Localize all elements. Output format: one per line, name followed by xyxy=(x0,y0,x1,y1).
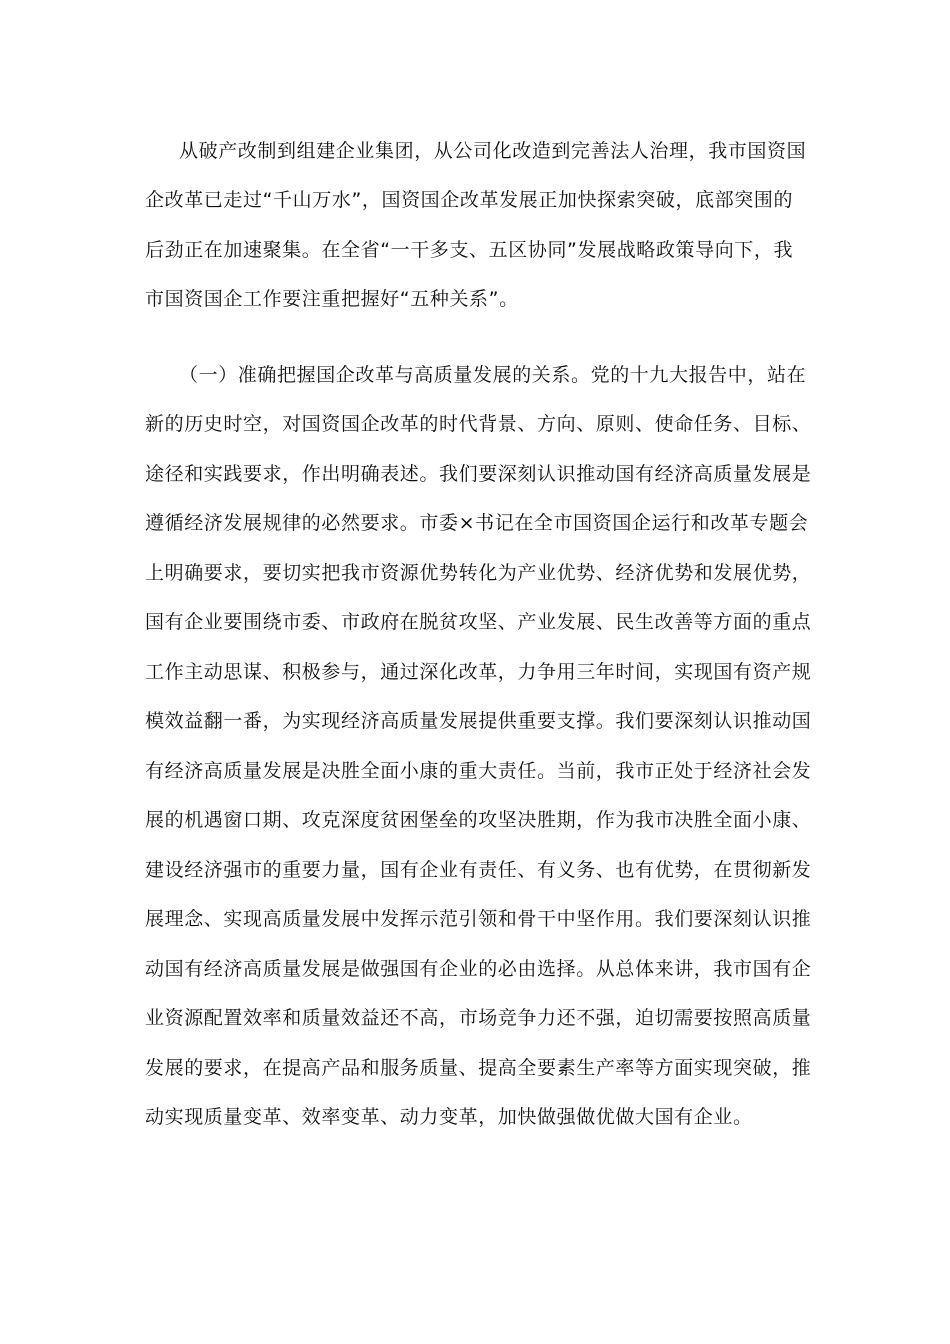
text-line: 后劲正在加速聚集。在全省“一干多支、五区协同”发展战略政策导向下，我 xyxy=(145,239,794,261)
text-line: 动国有经济高质量发展是做强国有企业的必由选择。从总体来讲，我市国有企 xyxy=(145,958,812,980)
text-line: 展理念、实现高质量发展中发挥示范引领和骨干中坚作用。我们要深刻认识推 xyxy=(145,908,812,930)
text-line: 企改革已走过“千山万水”，国资国企改革发展正加快探索突破，底部突围的 xyxy=(145,189,794,211)
text-line: 途径和实践要求，作出明确表述。我们要深刻认识推动国有经济高质量发展是 xyxy=(145,463,812,485)
text-line: 模效益翻一番，为实现经济高质量发展提供重要支撑。我们要深刻认识推动国 xyxy=(145,710,812,732)
text-line: 发展的要求，在提高产品和服务质量、提高全要素生产率等方面实现突破，推 xyxy=(145,1057,812,1079)
text-line: 展的机遇窗口期、攻克深度贫困堡垒的攻坚决胜期，作为我市决胜全面小康、 xyxy=(145,809,812,831)
text-line: 有经济高质量发展是决胜全面小康的重大责任。当前，我市正处于经济社会发 xyxy=(145,760,812,782)
text-line: 动实现质量变革、效率变革、动力变革，加快做强做优做大国有企业。 xyxy=(145,1106,753,1128)
text-line: 国有企业要围绕市委、市政府在脱贫攻坚、产业发展、民生改善等方面的重点 xyxy=(145,611,812,633)
text-line: （一）准确把握国企改革与高质量发展的关系。党的十九大报告中，站在 xyxy=(179,364,807,386)
text-line: 新的历史时空，对国资国企改革的时代背景、方向、原则、使命任务、目标、 xyxy=(145,413,812,435)
text-line: 上明确要求，要切实把我市资源优势转化为产业优势、经济优势和发展优势， xyxy=(145,562,812,584)
text-line: 遵循经济发展规律的必然要求。市委×书记在全市国资国企运行和改革专题会 xyxy=(145,512,809,534)
text-line: 市国资国企工作要注重把握好“五种关系”。 xyxy=(145,288,519,310)
text-line: 工作主动思谋、积极参与，通过深化改革，力争用三年时间，实现国有资产规 xyxy=(145,661,812,683)
text-line: 从破产改制到组建企业集团，从公司化改造到完善法人治理，我市国资国 xyxy=(179,140,807,162)
text-line: 业资源配置效率和质量效益还不高，市场竞争力还不强，迫切需要按照高质量 xyxy=(145,1007,812,1029)
text-line: 建设经济强市的重要力量，国有企业有责任、有义务、也有优势，在贯彻新发 xyxy=(145,859,812,881)
